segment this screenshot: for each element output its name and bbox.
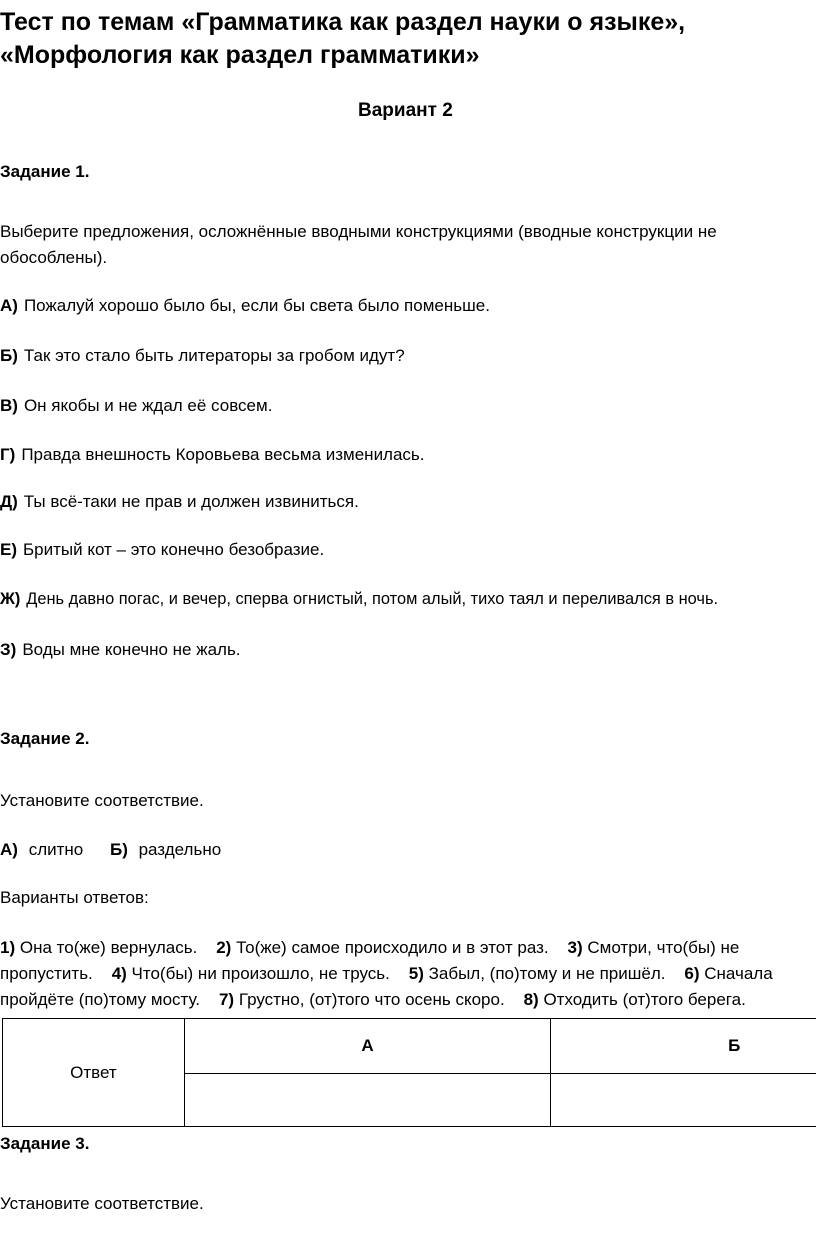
task1-option-zh [0,590,718,609]
answer-num: 7) [218,990,235,1009]
document-title [0,6,685,72]
answer-num: 6) [684,964,700,983]
task2-choices [0,840,221,860]
task2-instruction: Установите соответствие. [0,791,204,810]
option-letter: В) [0,396,18,415]
option-text: Он якобы и не ждал её совсем. [23,396,273,415]
task1-option-g [0,445,425,465]
variant-heading: Вариант 2 [358,100,453,121]
answer-text: Что(бы) ни произошло, не трусь. [131,964,390,983]
task2-variants-label: Варианты ответов: [0,888,149,907]
task3-heading: Задание 3. [0,1134,90,1153]
answer-cell-b[interactable] [551,1074,816,1127]
option-letter: Г) [0,445,16,464]
answer-cell-a[interactable] [184,1074,550,1127]
task1-option-d [0,492,359,512]
task1-heading: Задание 1. [0,162,90,181]
option-letter: Е) [0,540,17,559]
title-line-2: «Морфология как раздел грамматики» [0,41,480,69]
task1-option-v [0,396,272,416]
option-text: Так это стало быть литераторы за гробом идут? [23,346,405,365]
answer-num: 2) [216,938,232,957]
choice-text-a: слитно [28,840,84,859]
answer-text: Она то(же) вернулась. [19,938,198,957]
answer-text: То(же) самое происходило и в этот раз. [236,938,549,957]
choice-text-b: раздельно [138,840,222,859]
answer-num: 1) [0,938,16,957]
task1-option-z [0,640,241,660]
answer-col-a-header: А [184,1019,550,1074]
answer-row-label: Ответ [3,1019,185,1127]
task1-instruction: Выберите предложения, осложнённые вводными конструкциями (вводные конструкции не обособлены). [0,222,717,267]
task3-instruction: Установите соответствие. [0,1194,204,1213]
choice-letter-b: Б) [109,840,128,859]
answer-num: 8) [523,990,539,1009]
choice-letter-a: А) [0,840,18,859]
task1-option-a [0,296,490,316]
option-text: Бритый кот – это конечно безобразие. [23,540,325,559]
option-text: Пожалуй хорошо было бы, если бы света было поменьше. [23,296,490,315]
answer-num: 5) [408,964,424,983]
answer-text: Смотри, что(бы) не пропустить. [0,938,740,983]
option-letter: Д) [0,492,18,511]
task1-option-e [0,540,324,560]
answer-col-b-header: Б [551,1019,816,1074]
answer-num: 4) [111,964,127,983]
answer-num: 3) [567,938,583,957]
option-text: Правда внешность Коровьева весьма изменилась. [21,445,425,464]
task2-answers [0,935,816,1013]
answer-table [2,1018,816,1127]
option-text: Воды мне конечно не жаль. [22,640,241,659]
option-letter: Б) [0,346,18,365]
option-text: Ты всё-таки не прав и должен извиниться. [23,492,359,511]
task2-heading: Задание 2. [0,729,90,748]
title-line-1: Тест по темам «Грамматика как раздел науки о языке», [0,8,686,36]
answer-text: Грустно, (от)того что осень скоро. [238,990,505,1009]
option-letter: З) [0,640,17,659]
task1-option-b [0,346,405,366]
answer-text: Забыл, (по)тому и не пришёл. [428,964,666,983]
answer-text: Отходить (от)того берега. [543,990,746,1009]
option-letter: Ж) [0,590,21,608]
option-text: День давно погас, и вечер, сперва огнистый, потом алый, тихо таял и переливался в ночь. [26,590,719,608]
answer-text: Сначала пройдёте (по)тому мосту. [0,964,773,1009]
option-letter: А) [0,296,18,315]
